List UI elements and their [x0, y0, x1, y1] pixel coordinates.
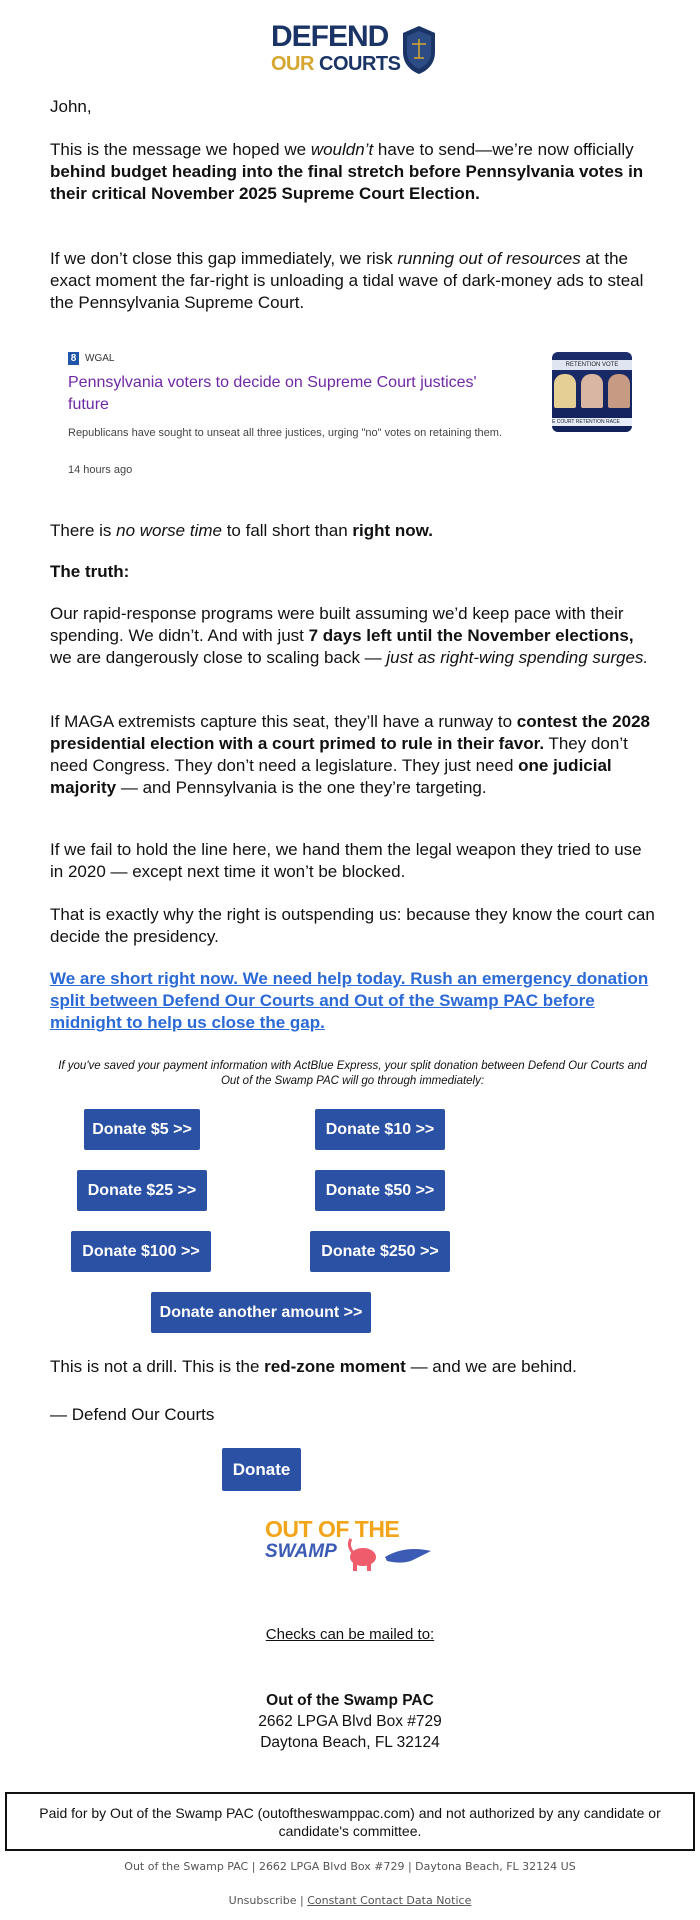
greeting: John, [50, 97, 92, 116]
paragraph-maga: If MAGA extremists capture this seat, they’ll have a runway to contest the 2028 presidential election with a court primed to rule in their favor. They don’t need Congress. They don’t need a legislature. They just need one judicial majority — and Pennsylvania is the one they’re targeting. [50, 712, 650, 797]
paragraph-risk: If we don’t close this gap immediately, we risk running out of resources at the exact moment the far-right is unloading a tidal wave of dark-money ads to steal the Pennsylvania Supreme Court. [50, 249, 644, 312]
truth-heading: The truth: [50, 562, 130, 581]
donate-50-button[interactable]: Donate $50 >> [315, 1170, 445, 1211]
news-card[interactable] [68, 350, 633, 475]
paragraph-intro: This is the message we hoped we wouldn’t have to send—we’re now officially behind budget heading into the final stretch before Pennsylvania votes in their critical November 2025 Supreme Court Election. [50, 140, 644, 203]
justice-photo [581, 374, 603, 408]
swamp-logo-line2: SWAMP [265, 1541, 337, 1562]
logo-our: OUR [271, 53, 314, 75]
logo-courts: COURTS [319, 53, 401, 75]
news-thumbnail [552, 352, 632, 432]
thumb-banner: E COURT RETENTION RACE [552, 418, 632, 426]
data-notice-link[interactable]: Constant Contact Data Notice [307, 1894, 472, 1907]
donate-10-button[interactable]: Donate $10 >> [315, 1109, 445, 1150]
news-source-label: WGAL [85, 353, 115, 364]
paragraph-rapid-response: Our rapid-response programs were built assuming we’d keep pace with their spending. We didn’t. And with just 7 days left until the November elections, we are dangerously close to scaling back — just as right-wing spending surges. [50, 604, 649, 667]
news-source [68, 352, 114, 365]
donate-5-button[interactable]: Donate $5 >> [84, 1109, 200, 1150]
news-description: Republicans have sought to unseat all three justices, urging "no" votes on retaining them. [68, 427, 503, 439]
thumb-caption: RETENTION VOTE [552, 360, 632, 370]
donate-250-button[interactable]: Donate $250 >> [310, 1231, 450, 1272]
justice-photo [608, 374, 630, 408]
footer-separator: | [296, 1894, 308, 1907]
news-time: 14 hours ago [68, 464, 133, 476]
logo-line1: DEFEND [271, 20, 389, 53]
swamp-logo-line1: OUT OF THE [265, 1516, 400, 1542]
donate-25-button[interactable]: Donate $25 >> [77, 1170, 207, 1211]
donate-other-amount-button[interactable]: Donate another amount >> [151, 1292, 371, 1333]
paragraph-hold-line: If we fail to hold the line here, we hand them the legal weapon they tried to use in 2020 — except next time it won’t be blocked. [50, 840, 642, 881]
defend-our-courts-logo [271, 22, 441, 86]
logo-line2 [271, 53, 400, 75]
donate-100-button[interactable]: Donate $100 >> [71, 1231, 211, 1272]
wgal-logo-icon: 8 [68, 352, 79, 365]
shield-icon [401, 24, 437, 76]
out-of-the-swamp-logo [265, 1517, 435, 1573]
justice-photo [554, 374, 576, 408]
news-headline[interactable]: Pennsylvania voters to decide on Supreme Court justices' future [68, 374, 477, 413]
paragraph-red-zone: This is not a drill. This is the red-zone moment — and we are behind. [50, 1357, 577, 1376]
actblue-express-note: If you've saved your payment information with ActBlue Express, your split donation between Defend Our Courts and Out of the Swamp PAC will go through immediately: [58, 1060, 647, 1087]
donate-button[interactable]: Donate [222, 1448, 301, 1491]
mailing-address [0, 1690, 700, 1753]
paragraph-no-worse-time: There is no worse time to fall short than right now. [50, 521, 433, 540]
unsubscribe-link[interactable]: Unsubscribe [228, 1894, 297, 1907]
checks-heading: Checks can be mailed to: [265, 1626, 435, 1643]
address-line2: Daytona Beach, FL 32124 [260, 1734, 440, 1751]
footer-links [0, 1894, 700, 1907]
elephant-alligator-icon [345, 1537, 435, 1571]
cta-donation-link[interactable]: We are short right now. We need help today. Rush an emergency donation split between Defend Our Courts and Out of the Swamp PAC before midnight to help us close the gap. [50, 969, 649, 1032]
signoff: — Defend Our Courts [50, 1405, 215, 1424]
paragraph-outspending: That is exactly why the right is outspending us: because they know the court can decide the presidency. [50, 905, 655, 946]
address-line1: 2662 LPGA Blvd Box #729 [258, 1713, 442, 1730]
footer-address: Out of the Swamp PAC | 2662 LPGA Blvd Box #729 | Daytona Beach, FL 32124 US [124, 1860, 576, 1873]
paid-for-disclaimer: Paid for by Out of the Swamp PAC (outoftheswamppac.com) and not authorized by any candidate or candidate's committee. [5, 1792, 695, 1851]
address-name: Out of the Swamp PAC [266, 1692, 434, 1709]
